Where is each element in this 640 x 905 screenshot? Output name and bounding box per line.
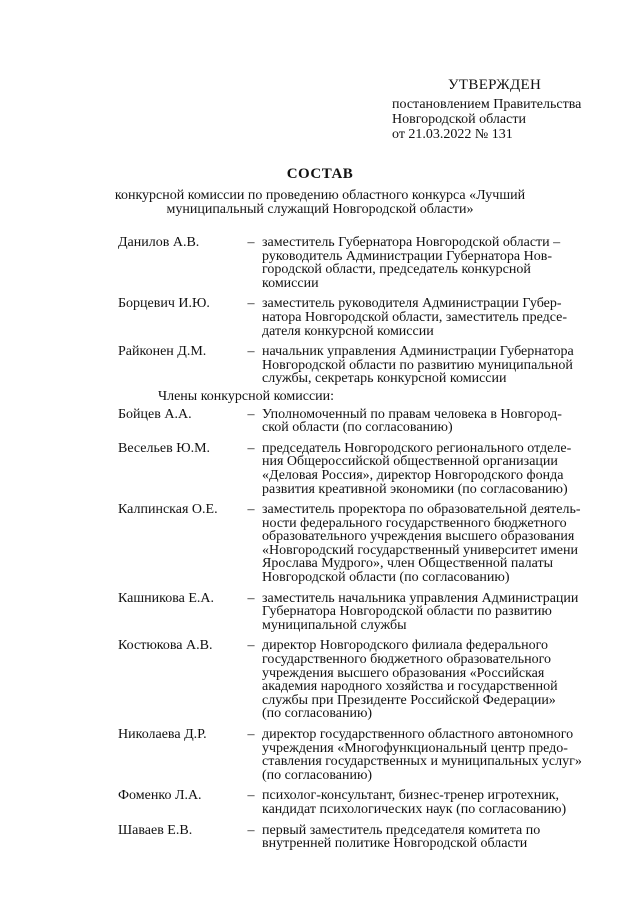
member-position xyxy=(262,345,588,386)
position-line: учреждения «Многофункциональный центр предо- xyxy=(262,740,568,756)
position-line: психолог-консультант, бизнес-тренер игротехник, xyxy=(262,788,560,804)
member-position xyxy=(262,728,588,782)
position-line: (по согласованию) xyxy=(262,767,373,783)
approval-heading: УТВЕРЖДЕН xyxy=(448,77,542,93)
position-line: учреждения высшего образования «Российская xyxy=(262,665,545,681)
position-line: (по согласованию) xyxy=(262,706,373,722)
document-title: СОСТАВ xyxy=(286,166,354,182)
members-list xyxy=(118,408,598,851)
position-line: ставления государственных и муниципальных услуг» xyxy=(262,754,582,770)
position-line: Новгородской области (по согласованию) xyxy=(262,570,510,586)
position-line: натора Новгородской области, заместитель предсе- xyxy=(262,309,568,325)
approval-line: постановлением Правительства xyxy=(392,97,582,112)
member-row xyxy=(118,824,598,851)
dash-separator: – xyxy=(247,727,255,742)
member-row xyxy=(118,408,598,435)
position-line: службы при Президенте Российской Федерации» xyxy=(262,692,556,708)
position-line: заместитель руководителя Администрации Губер- xyxy=(262,296,562,312)
leaders-list xyxy=(118,236,598,386)
commission-list xyxy=(118,236,598,858)
position-line: службы, секретарь конкурсной комиссии xyxy=(262,371,507,387)
dash-separator: – xyxy=(247,788,255,804)
position-line: «Деловая Россия», директор Новгородского фонда xyxy=(262,467,564,483)
member-row xyxy=(118,728,598,782)
position-line: ния Общероссийской общественной организации xyxy=(262,454,558,470)
member-name: Калпинская О.Е. xyxy=(118,502,218,518)
dash-separator: – xyxy=(247,296,255,312)
position-line: муниципальной службы xyxy=(262,617,407,633)
document-subtitle xyxy=(100,189,540,217)
position-line: заместитель Губернатора Новгородской области – xyxy=(262,235,561,250)
member-row xyxy=(118,236,598,290)
member-name: Борцевич И.Ю. xyxy=(118,296,210,312)
position-line: начальник управления Администрации Губернатора xyxy=(262,344,574,360)
member-name: Данилов А.В. xyxy=(118,235,200,250)
subtitle-line: конкурсной комиссии по проведению областного конкурса «Лучший xyxy=(114,188,526,203)
position-line: Ярослава Мудрого», член Общественной палаты xyxy=(262,556,554,572)
dash-separator: – xyxy=(247,406,255,422)
approval-line: от 21.03.2022 № 131 xyxy=(392,127,513,142)
dash-separator: – xyxy=(247,638,255,654)
dash-separator: – xyxy=(247,590,255,606)
member-name: Николаева Д.Р. xyxy=(118,727,207,742)
position-line: «Новгородский государственный университет имени xyxy=(262,542,578,558)
member-position xyxy=(262,503,588,585)
member-name: Весельев Ю.М. xyxy=(118,440,211,456)
position-line: дателя конкурсной комиссии xyxy=(262,323,434,339)
position-line: заместитель проректора по образовательной деятель- xyxy=(262,502,581,518)
approval-block xyxy=(392,78,632,142)
member-row xyxy=(118,297,598,338)
member-position xyxy=(262,236,588,290)
dash-separator: – xyxy=(247,502,255,518)
member-name: Бойцев А.А. xyxy=(118,406,192,422)
position-line: первый заместитель председателя комитета по xyxy=(262,822,541,838)
member-name: Костюкова А.В. xyxy=(118,638,213,654)
member-row xyxy=(118,442,598,496)
position-line: Уполномоченный по правам человека в Новгород- xyxy=(262,406,562,422)
member-position xyxy=(262,639,588,721)
subtitle-line: муниципальный служащий Новгородской области» xyxy=(166,202,474,217)
approval-line: Новгородской области xyxy=(392,112,526,127)
position-line: образовательного учреждения высшего образования xyxy=(262,529,575,545)
member-row xyxy=(118,503,598,585)
position-line: директор государственного областного автономного xyxy=(262,727,574,742)
member-position xyxy=(262,408,588,435)
position-line: Новгородской области по развитию муниципальной xyxy=(262,357,573,373)
position-line: городской области, председатель конкурсной xyxy=(262,262,531,278)
position-line: государственного бюджетного образовательного xyxy=(262,652,552,668)
member-position xyxy=(262,592,588,633)
member-name: Райконен Д.М. xyxy=(118,344,207,360)
member-name: Шаваев Е.В. xyxy=(118,822,193,838)
member-row xyxy=(118,639,598,721)
position-line: заместитель начальника управления Администрации xyxy=(262,590,579,606)
member-row xyxy=(118,345,598,386)
dash-separator: – xyxy=(247,344,255,360)
position-line: академия народного хозяйства и государственной xyxy=(262,679,558,695)
members-heading: Члены конкурсной комиссии: xyxy=(158,388,335,404)
member-position xyxy=(262,789,588,816)
position-line: ской области (по согласованию) xyxy=(262,420,453,436)
member-position xyxy=(262,297,588,338)
member-name: Фоменко Л.А. xyxy=(118,788,202,804)
member-position xyxy=(262,824,588,851)
position-line: Губернатора Новгородской области по развитию xyxy=(262,604,552,620)
member-position xyxy=(262,442,588,496)
position-line: руководитель Администрации Губернатора Нов- xyxy=(262,248,553,264)
dash-separator: – xyxy=(247,440,255,456)
member-row xyxy=(118,789,598,816)
position-line: директор Новгородского филиала федерального xyxy=(262,638,549,654)
member-name: Кашникова Е.А. xyxy=(118,590,215,606)
position-line: внутренней политике Новгородской области xyxy=(262,836,528,852)
position-line: ности федерального государственного бюджетного xyxy=(262,515,567,531)
position-line: кандидат психологических наук (по согласованию) xyxy=(262,801,567,817)
member-row xyxy=(118,592,598,633)
dash-separator: – xyxy=(247,822,255,838)
position-line: развития креативной экономики (по согласованию) xyxy=(262,481,568,497)
position-line: председатель Новгородского регионального отделе- xyxy=(262,440,572,456)
dash-separator: – xyxy=(247,235,255,250)
position-line: комиссии xyxy=(262,275,319,291)
